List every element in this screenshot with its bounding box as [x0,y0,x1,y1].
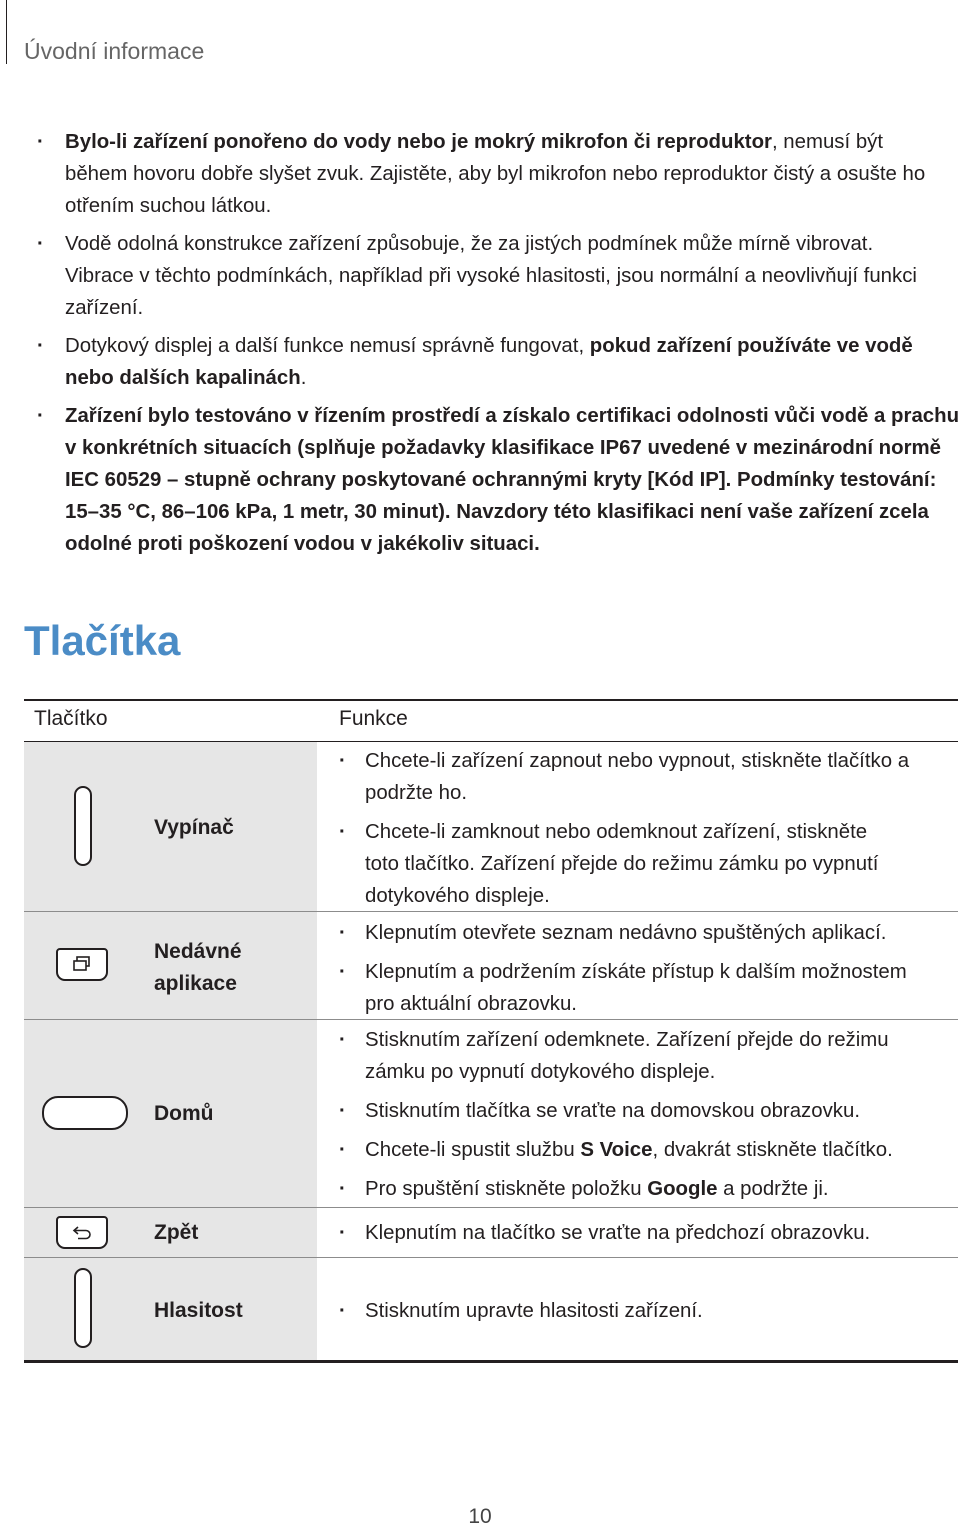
text-run: Vodě odolná konstrukce zařízení způsobuje, že za jistých podmínek může mírně vibrovat. [65,233,874,255]
text-line [365,1095,958,1127]
intro-bullet [24,228,954,324]
function-item [339,1024,958,1088]
text-run: Stisknutím tlačítka se vraťte na domovskou obrazovku. [365,1100,860,1122]
table-header-button: Tlačítko [34,707,108,730]
recent-apps-glyph [72,956,92,972]
text-run: Stisknutím upravte hlasitosti zařízení. [365,1300,703,1322]
intro-bullet [24,400,960,560]
text-line [65,292,954,324]
bold-text: Zařízení bylo testováno v řízením prostředí a získalo certifikaci odolnosti vůči vodě a prachu [65,405,960,427]
button-label: Vypínač [154,816,234,839]
text-line [65,362,954,394]
text-line [365,956,958,988]
text-line [65,496,954,528]
text-run: Vibrace v těchto podmínkách, například při vysoké hlasitosti, jsou normální a neovlivňují funkci [65,265,917,287]
intro-bullet [24,330,954,394]
function-list [339,745,958,919]
text-line [365,1295,958,1327]
function-list [339,1217,958,1256]
text-line [65,126,954,158]
text-line [65,158,954,190]
text-line [365,1024,958,1056]
text-line [65,330,954,362]
text-run: , nemusí být [771,131,884,153]
text-run: Chcete-li zamknout nebo odemknout zařízení, stiskněte [365,821,868,843]
text-run: toto tlačítko. Zařízení přejde do režimu zámku po vypnutí [365,853,879,875]
bold-text: 15–35 °C, 86–106 kPa, 1 metr, 30 minut). Navzdory této klasifikaci není vaše zařízení zcela [65,501,929,523]
bold-text: v konkrétních situacích (splňuje požadavky klasifikace IP67 uvedené v mezinárodní normě [65,437,941,459]
text-run: zámku po vypnutí dotykového displeje. [365,1061,716,1083]
running-head: Úvodní informace [24,38,205,64]
table-row-back [24,1208,958,1258]
page-number: 10 [468,1505,492,1528]
bold-text: IEC 60529 – stupně ochrany poskytované ochrannými kryty [Kód IP]. Podmínky testování: [65,469,937,491]
intro-bullet [24,126,954,222]
text-line [65,190,954,222]
text-run: . [300,367,307,389]
bold-text: Bylo-li zařízení ponořeno do vody nebo je mokrý mikrofon či reproduktor [65,131,772,153]
button-label: Domů [154,1102,214,1125]
text-line [365,917,958,949]
text-line [65,464,954,496]
power-key-icon [74,786,92,866]
table-header-function: Funkce [339,707,408,730]
recent-apps-icon [56,948,108,981]
text-run: a podržte ji. [717,1178,829,1200]
text-line [65,432,954,464]
text-run: zařízení. [65,297,144,319]
text-run: Chcete-li zařízení zapnout nebo vypnout, stiskněte tlačítko a [365,750,910,772]
text-run: otřením suchou látkou. [65,195,272,217]
back-arrow-glyph [72,1224,94,1240]
button-label: Hlasitost [154,1299,243,1322]
text-run: Klepnutím na tlačítko se vraťte na předchozí obrazovku. [365,1222,871,1244]
text-run: podržte ho. [365,782,468,804]
text-run: Dotykový displej a další funkce nemusí správně fungovat, [65,335,590,357]
text-line [365,988,958,1020]
table-row-power [24,742,958,912]
back-key-icon [56,1216,108,1249]
button-label: Nedávné aplikace [154,940,242,995]
bold-text: Google [647,1178,718,1200]
function-item [339,1295,958,1327]
text-run: během hovoru dobře slyšet zvuk. Zajistěte, aby byl mikrofon nebo reproduktor čistý a osušte ho [65,163,926,185]
table-top-rule [24,699,958,701]
table-row-home [24,1020,958,1208]
text-run: Klepnutím otevřete seznam nedávno spuštěných aplikací. [365,922,887,944]
function-item [339,956,958,1020]
function-item [339,1173,958,1205]
function-list [339,1024,958,1212]
text-line [365,848,958,880]
text-line [65,228,954,260]
text-line [365,745,958,777]
bold-text: odolné proti poškození vodou v jakékoliv situaci. [65,533,540,555]
function-item [339,917,958,949]
bold-text: pokud zařízení používáte ve vodě [589,335,913,357]
text-run: dotykového displeje. [365,885,550,907]
function-item [339,1095,958,1127]
text-line [365,1173,958,1205]
section-title: Tlačítka [24,617,181,664]
header-rule [6,0,7,64]
text-run: Stisknutím zařízení odemknete. Zařízení přejde do režimu [365,1029,889,1051]
text-run: Pro spuštění stiskněte položku [365,1178,648,1200]
bold-text: nebo dalších kapalinách [65,367,301,389]
function-item [339,745,958,809]
home-key-icon [42,1096,128,1130]
function-item [339,1134,958,1166]
text-run: pro aktuální obrazovku. [365,993,577,1015]
function-list [339,917,958,1027]
function-item [339,1217,958,1249]
button-label: Zpět [154,1221,199,1244]
text-line [365,1056,958,1088]
bold-text: S Voice [580,1139,653,1161]
table-row-volume [24,1258,958,1360]
function-item [339,816,958,912]
text-line [365,1134,958,1166]
text-run: Klepnutím a podržením získáte přístup k dalším možnostem [365,961,907,983]
text-line [365,816,958,848]
function-list [339,1295,958,1334]
intro-bullet-list [24,126,960,566]
text-line [365,777,958,809]
text-line [65,400,960,432]
table-bottom-rule [24,1360,958,1363]
text-line [365,880,958,912]
volume-key-icon [74,1268,92,1348]
text-line [65,260,954,292]
text-run: Chcete-li spustit službu [365,1139,581,1161]
buttons-table [24,699,958,1363]
table-row-recent-apps [24,912,958,1020]
text-line [365,1217,958,1249]
text-line [65,528,954,560]
text-run: , dvakrát stiskněte tlačítko. [652,1139,893,1161]
